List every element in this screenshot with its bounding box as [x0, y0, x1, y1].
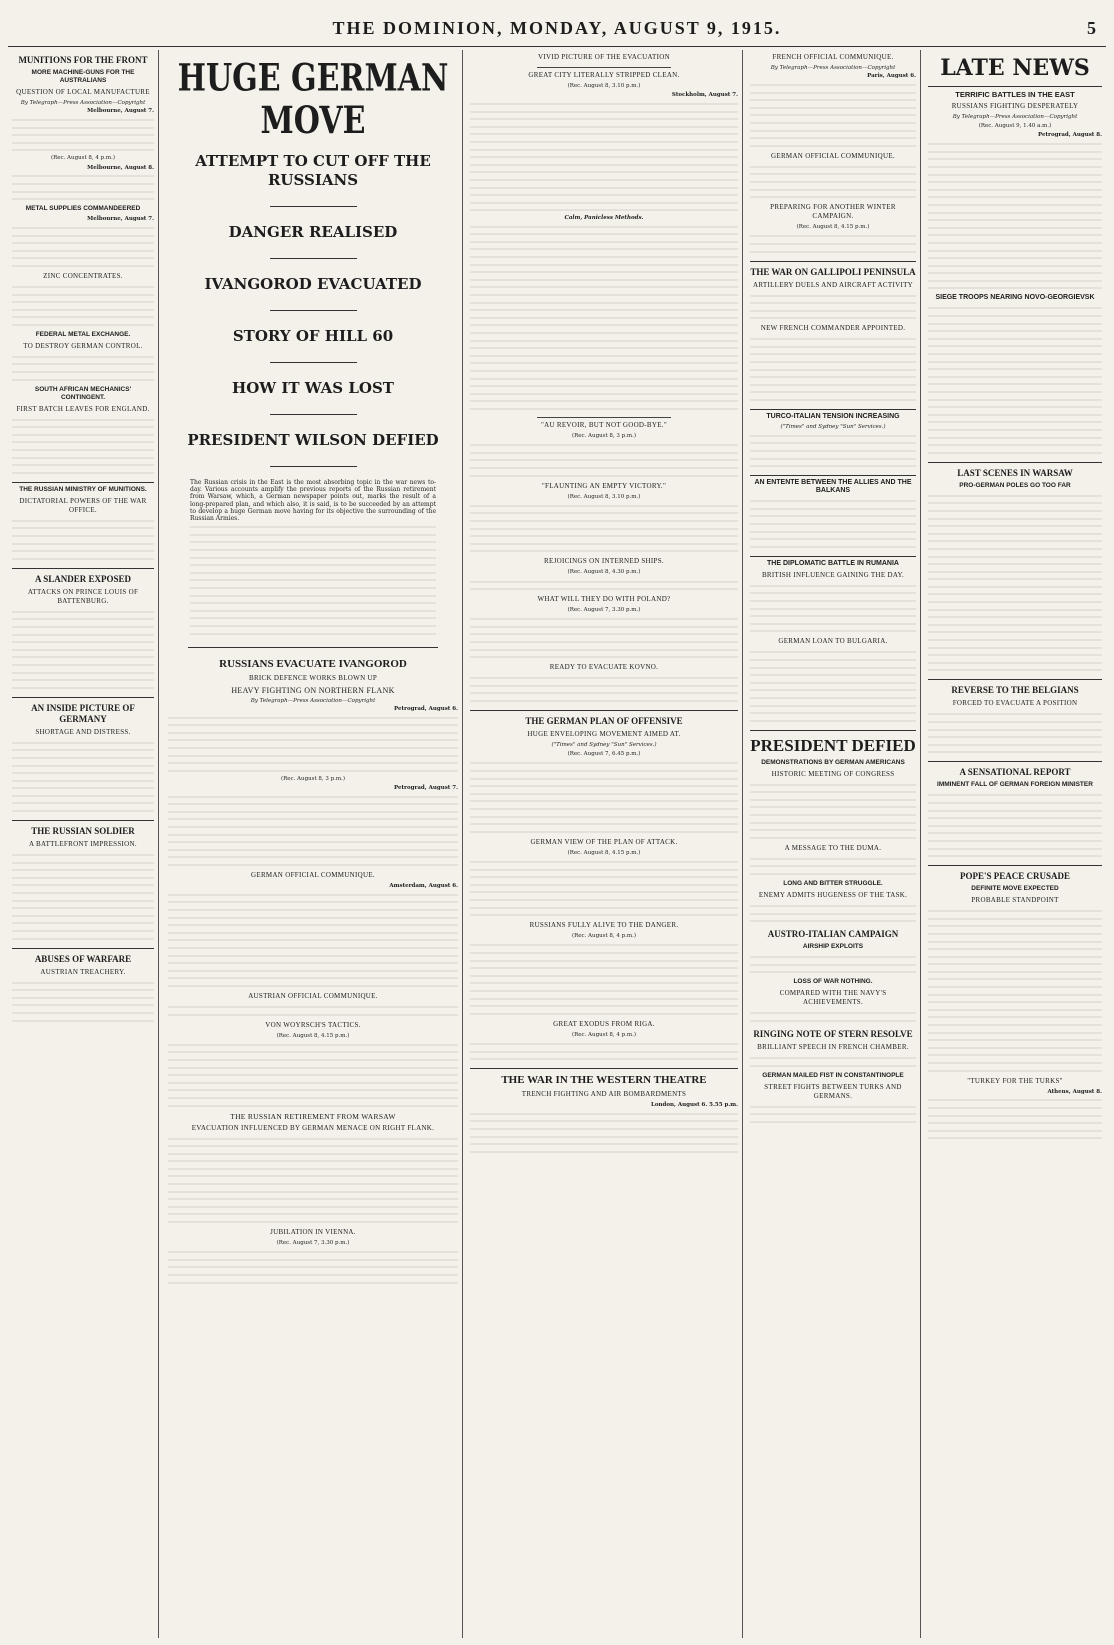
dateline: Melbourne, August 8. [87, 164, 154, 171]
article-subhead: AUSTRIAN OFFICIAL COMMUNIQUE. [248, 991, 378, 1000]
article-subhead: NEW FRENCH COMMANDER APPOINTED. [760, 324, 906, 333]
article-subhead: GERMAN OFFICIAL COMMUNIQUE. [771, 151, 895, 160]
article-subhead: HEAVY FIGHTING ON NORTHERN FLANK [231, 685, 395, 695]
article-subhead: READY TO EVACUATE KOVNO. [549, 663, 659, 672]
article-subhead: "TURKEY FOR THE TURKS" [967, 1076, 1063, 1085]
article-subhead: GERMAN MAILED FIST IN CONSTANTINOPLE [762, 1071, 904, 1079]
received-line: (Rec. August 8, 4.30 p.m.) [567, 569, 641, 576]
received-line: (Rec. August 9, 1.40 a.m.) [978, 123, 1052, 130]
article-subhead: ARTILLERY DUELS AND AIRCRAFT ACTIVITY [752, 280, 914, 289]
received-line: (Rec. August 8, 3.10 p.m.) [567, 83, 641, 89]
article-subhead: SOUTH AFRICAN MECHANICS' CONTINGENT. [34, 385, 132, 401]
article-subhead: LOSS OF WAR NOTHING. [793, 978, 873, 986]
article-subhead: JUBILATION IN VIENNA. [270, 1228, 356, 1237]
received-line: (Rec. August 8, 4 p.m.) [571, 1031, 637, 1038]
received-line: (Rec. August 7, 3.30 p.m.) [567, 607, 641, 614]
late-news-banner: LATE NEWS [940, 55, 1090, 81]
headline-deck: ATTEMPT TO CUT OFF THE RUSSIANS [195, 152, 431, 189]
article-subhead: STREET FIGHTS BETWEEN TURKS AND GERMANS. [764, 1082, 902, 1100]
credit-line: By Telegraph—Press Association—Copyright [770, 65, 896, 71]
article-headline: ABUSES OF WARFARE [34, 953, 132, 964]
article-subhead: "AU REVOIR, BUT NOT GOOD-BYE." [540, 420, 668, 429]
article-subhead: EVACUATION INFLUENCED BY GERMAN MENACE ON RIGHT FLANK. [191, 1123, 435, 1132]
article-headline: THE GERMAN PLAN OF OFFENSIVE [525, 716, 683, 727]
article-subhead: SIEGE TROOPS NEARING NOVO-GEORGIEVSK [935, 294, 1095, 302]
article-subhead: Calm, Panicless Methods. [564, 214, 644, 221]
article-headline: RUSSIANS EVACUATE IVANGOROD [219, 657, 407, 670]
received-line: (Rec. August 7, 3.30 p.m.) [276, 1240, 350, 1247]
article-subhead: GERMAN OFFICIAL COMMUNIQUE. [251, 871, 375, 880]
headline-deck: IVANGOROD EVACUATED [204, 275, 422, 293]
article-subhead: DICTATORIAL POWERS OF THE WAR OFFICE. [19, 496, 147, 514]
article-subhead: ENEMY ADMITS HUGENESS OF THE TASK. [758, 891, 908, 900]
column-1 [8, 50, 159, 1638]
dateline: Melbourne, August 7. [87, 216, 154, 223]
source-line: ("Times" and Sydney "Sun" Services.) [780, 424, 886, 431]
article-subhead: FRENCH OFFICIAL COMMUNIQUE. [772, 53, 894, 61]
headline-deck: DANGER REALISED [228, 223, 398, 241]
article-headline: MUNITIONS FOR THE FRONT [18, 55, 148, 65]
article-subhead: THE RUSSIAN MINISTRY OF MUNITIONS. [19, 485, 147, 493]
article-subhead: DEFINITE MOVE EXPECTED [971, 885, 1059, 893]
dateline: Petrograd, August 6. [394, 705, 458, 712]
article-subhead: VIVID PICTURE OF THE EVACUATION [538, 53, 670, 61]
article-subhead: REJOICINGS ON INTERNED SHIPS. [544, 557, 664, 566]
article-headline: PRESIDENT DEFIED [750, 735, 916, 755]
column-4 [746, 50, 921, 1638]
article-subhead: THE DIPLOMATIC BATTLE IN RUMANIA [767, 559, 899, 567]
article-subhead: DEMONSTRATIONS BY GERMAN AMERICANS [761, 758, 905, 766]
article-subhead: A MESSAGE TO THE DUMA. [784, 843, 882, 852]
credit-line: By Telegraph—Press Association—Copyright [952, 114, 1078, 120]
received-line: (Rec. August 8, 4.15 p.m.) [796, 224, 870, 231]
article-subhead: RUSSIANS FULLY ALIVE TO THE DANGER. [529, 921, 679, 930]
article-subhead: BRITISH INFLUENCE GAINING THE DAY. [761, 570, 905, 579]
article-subhead: HUGE ENVELOPING MOVEMENT AIMED AT. [527, 730, 681, 739]
dateline: Amsterdam, August 6. [389, 883, 458, 890]
article-subhead: GREAT CITY LITERALLY STRIPPED CLEAN. [528, 71, 680, 79]
article-subhead: VON WOYRSCH'S TACTICS. [265, 1020, 361, 1029]
article-subhead: WHAT WILL THEY DO WITH POLAND? [537, 595, 671, 604]
article-subhead: AUSTRIAN TREACHERY. [40, 967, 126, 976]
masthead [8, 6, 1106, 47]
article-subhead: HISTORIC MEETING OF CONGRESS [771, 769, 895, 778]
received-line: (Rec. August 8, 3 p.m.) [280, 775, 346, 782]
article-subhead: FEDERAL METAL EXCHANGE. [35, 330, 131, 338]
article-headline: THE RUSSIAN SOLDIER [31, 826, 135, 837]
credit-line: By Telegraph—Press Association—Copyright [20, 100, 146, 106]
dateline: London, August 6. 5.55 p.m. [650, 1102, 738, 1109]
article-subhead: GREAT EXODUS FROM RIGA. [553, 1019, 655, 1028]
dateline: Melbourne, August 7. [87, 108, 154, 115]
article-headline: THE WAR IN THE WESTERN THEATRE [501, 1074, 707, 1087]
dateline: Petrograd, August 8. [1038, 132, 1102, 139]
article-headline: TERRIFIC BATTLES IN THE EAST [955, 90, 1075, 99]
article-subhead: METAL SUPPLIES COMMANDEERED [25, 205, 141, 213]
article-subhead: COMPARED WITH THE NAVY'S ACHIEVEMENTS. [779, 989, 887, 1007]
article-subhead: TO DESTROY GERMAN CONTROL. [23, 341, 143, 350]
article-subhead: QUESTION OF LOCAL MANUFACTURE [16, 88, 150, 96]
article-subhead: THE RUSSIAN RETIREMENT FROM WARSAW [230, 1111, 396, 1121]
received-line: (Rec. August 7, 6.45 p.m.) [567, 751, 641, 758]
article-subhead: "FLAUNTING AN EMPTY VICTORY." [541, 481, 667, 490]
article-subhead: IMMINENT FALL OF GERMAN FOREIGN MINISTER [937, 781, 1093, 789]
article-subhead: ATTACKS ON PRINCE LOUIS OF BATTENBURG. [27, 587, 139, 605]
article-headline: RINGING NOTE OF STERN RESOLVE [753, 1029, 913, 1039]
received-line: (Rec. August 8, 3 p.m.) [571, 432, 637, 439]
newspaper-title: THE DOMINION, MONDAY, AUGUST 9, 1915. [332, 18, 782, 38]
article-headline: POPE'S PEACE CRUSADE [959, 871, 1070, 882]
article-headline: REVERSE TO THE BELGIANS [951, 685, 1079, 696]
article-subhead: FORCED TO EVACUATE A POSITION [952, 699, 1078, 708]
article-subhead: AN ENTENTE BETWEEN THE ALLIES AND THE BALKANS [754, 479, 912, 495]
article-subhead: TRENCH FIGHTING AND AIR BOMBARDMENTS [521, 1090, 687, 1099]
article-headline: AN INSIDE PICTURE OF GERMANY [31, 702, 135, 724]
article-subhead: MORE MACHINE-GUNS FOR THE AUSTRALIANS [31, 69, 135, 84]
dateline: Petrograd, August 7. [394, 784, 458, 791]
dateline: Athens, August 8. [1047, 1088, 1102, 1095]
article-subhead: RUSSIANS FIGHTING DESPERATELY [951, 102, 1079, 110]
article-subhead: ZINC CONCENTRATES. [43, 271, 123, 280]
lead-paragraph: The Russian crisis in the East is the most absorbing topic in the war news to-day. Various accounts amplify the previous reports of the Russian retirement from Warsaw, which, a German newspaper points out, marks the result of a long-prepared plan, and which also, it is said, is to be succeeded by an attempt to develop a huge German move having for its objective the surrounding of the Russian Armies. [190, 479, 436, 523]
article-headline: A SLANDER EXPOSED [34, 573, 132, 584]
column-5 [924, 50, 1106, 1638]
article-subhead: PROBABLE STANDPOINT [971, 896, 1059, 905]
headline-deck: STORY OF HILL 60 [232, 327, 394, 345]
newspaper-page [8, 50, 1106, 1638]
article-subhead: PRO-GERMAN POLES GO TOO FAR [959, 481, 1071, 489]
credit-line: By Telegraph—Press Association—Copyright [250, 697, 376, 704]
article-subhead: LONG AND BITTER STRUGGLE. [783, 880, 883, 888]
headline-deck: PRESIDENT WILSON DEFIED [187, 431, 439, 449]
received-line: (Rec. August 8, 4.15 p.m.) [567, 849, 641, 856]
article-subhead: BRILLIANT SPEECH IN FRENCH CHAMBER. [757, 1043, 909, 1051]
article-subhead: BRICK DEFENCE WORKS BLOWN UP [248, 673, 378, 682]
article-subhead: GERMAN VIEW OF THE PLAN OF ATTACK. [530, 837, 678, 846]
article-headline: LAST SCENES IN WARSAW [957, 467, 1073, 478]
received-line: (Rec. August 8, 4.15 p.m.) [276, 1032, 350, 1039]
article-subhead: AIRSHIP EXPLOITS [802, 943, 864, 951]
received-line: (Rec. August 8, 3.10 p.m.) [567, 493, 641, 500]
received-line: (Rec. August 8, 4 p.m.) [571, 933, 637, 940]
article-headline: THE WAR ON GALLIPOLI PENINSULA [750, 266, 916, 277]
article-subhead: A BATTLEFRONT IMPRESSION. [29, 840, 137, 849]
headline-deck: HOW IT WAS LOST [232, 379, 394, 397]
article-subhead: FIRST BATCH LEAVES FOR ENGLAND. [16, 404, 150, 413]
article-subhead: PREPARING FOR ANOTHER WINTER CAMPAIGN. [770, 203, 896, 221]
received-line: (Rec. August 8, 4 p.m.) [50, 155, 116, 162]
page-number: 5 [1087, 18, 1096, 38]
main-headline: HUGE GERMAN MOVE [177, 56, 449, 143]
dateline: Paris, August 6. [867, 73, 916, 80]
article-subhead: SHORTAGE AND DISTRESS. [35, 727, 131, 736]
dateline: Stockholm, August 7. [671, 92, 738, 99]
article-subhead: GERMAN LOAN TO BULGARIA. [778, 637, 888, 646]
source-line: ("Times" and Sydney "Sun" Services.) [551, 742, 657, 749]
article-headline: A SENSATIONAL REPORT [959, 767, 1071, 778]
column-3 [466, 50, 743, 1638]
article-subhead: TURCO-ITALIAN TENSION INCREASING [766, 413, 900, 421]
column-2 [164, 50, 463, 1638]
article-headline: AUSTRO-ITALIAN CAMPAIGN [767, 929, 899, 940]
